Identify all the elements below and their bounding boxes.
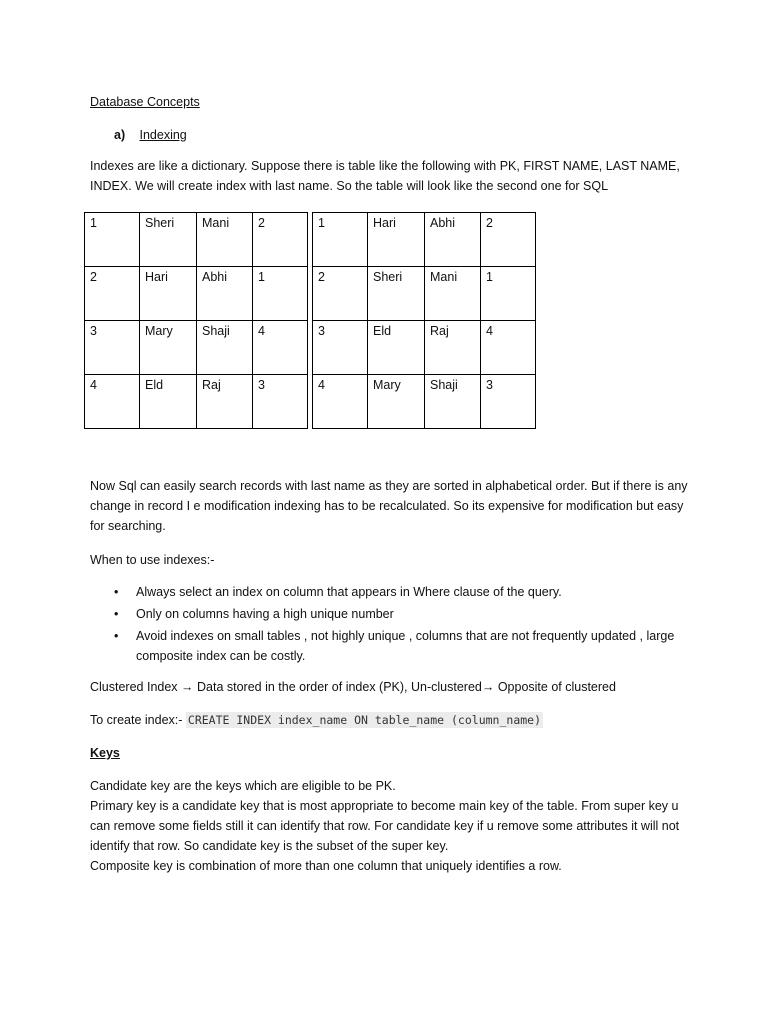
table-row [313, 321, 536, 375]
composite-key-paragraph: Composite key is combination of more than one column that uniquely identifies a row. [90, 859, 562, 873]
list-item [90, 604, 680, 624]
table-cell: 2 [313, 267, 368, 321]
table-cell: 3 [85, 321, 140, 375]
list-item-text: Only on columns having a high unique number [136, 607, 394, 621]
table-cell: Shaji [197, 321, 253, 375]
table-cell: 4 [481, 321, 536, 375]
table-cell: 1 [85, 213, 140, 267]
table-cell: Raj [425, 321, 481, 375]
bullet-icon: • [114, 629, 119, 643]
table-row [85, 321, 308, 375]
table-cell: Raj [197, 375, 253, 429]
table-cell: Abhi [425, 213, 481, 267]
section-label: a) [114, 128, 126, 142]
table-row [313, 213, 536, 267]
primary-key-paragraph: Primary key is a candidate key that is most appropriate to become main key of the table. From super key u can remove some fields still it can identify that row. For candidate key if u remove some attributes it will not identify that row. So candidate key is the subset of the super key. [90, 799, 680, 853]
table-cell: 2 [481, 213, 536, 267]
table-cell: Abhi [197, 267, 253, 321]
table-cell: Mary [140, 321, 197, 375]
table-cell: Mani [425, 267, 481, 321]
table-cell: Mani [197, 213, 253, 267]
bullet-icon: • [114, 607, 119, 621]
table-cell: 1 [481, 267, 536, 321]
intro-paragraph: Indexes are like a dictionary. Suppose there is table like the following with PK, FIRST NAME, LAST NAME, INDEX. We will create index with last name. So the table will look like the second one for SQL [90, 159, 680, 193]
when-to-use-heading: When to use indexes:- [90, 553, 215, 567]
table-cell: 4 [253, 321, 308, 375]
keys-section [90, 776, 690, 876]
table-cell: Hari [140, 267, 197, 321]
list-item-text: Avoid indexes on small tables , not highly unique , columns that are not frequently updated , large composite index can be costly. [136, 629, 675, 663]
search-explanation-paragraph: Now Sql can easily search records with last name as they are sorted in alphabetical order. But if there is any change in record I e modification indexing has to be recalculated. So its expensive for modification but easy for searching. [90, 479, 688, 533]
table-cell: Hari [368, 213, 425, 267]
table-cell: Shaji [425, 375, 481, 429]
table-cell: 1 [313, 213, 368, 267]
table-cell: 1 [253, 267, 308, 321]
table-row [85, 213, 308, 267]
table-row [313, 375, 536, 429]
table-cell: 4 [85, 375, 140, 429]
table-cell: 4 [313, 375, 368, 429]
list-item [90, 626, 680, 666]
table-cell: 2 [253, 213, 308, 267]
table-cell: 3 [253, 375, 308, 429]
table-row [85, 267, 308, 321]
table-cell: Eld [368, 321, 425, 375]
table-cell: 3 [481, 375, 536, 429]
table-cell: 2 [85, 267, 140, 321]
usage-bullet-list [90, 582, 680, 668]
section-heading-indexing [114, 125, 698, 145]
table-row [313, 267, 536, 321]
original-table [84, 212, 308, 429]
candidate-key-paragraph: Candidate key are the keys which are eligible to be PK. [90, 779, 396, 793]
create-index-code: CREATE INDEX index_name ON table_name (column_name) [187, 713, 542, 727]
clustered-index-line: Clustered Index → Data stored in the order of index (PK), Un-clustered→ Opposite of clustered [90, 680, 616, 694]
table-cell: 3 [313, 321, 368, 375]
table-cell: Eld [140, 375, 197, 429]
list-item-text: Always select an index on column that appears in Where clause of the query. [136, 585, 562, 599]
table-cell: Sheri [368, 267, 425, 321]
table-cell: Mary [368, 375, 425, 429]
bullet-icon: • [114, 585, 119, 599]
keys-heading: Keys [90, 746, 120, 760]
table-row [85, 375, 308, 429]
table-cell: Sheri [140, 213, 197, 267]
create-index-line [90, 710, 698, 730]
list-item [90, 582, 680, 602]
indexed-table [312, 212, 536, 429]
document-title: Database Concepts [90, 95, 200, 109]
section-heading-text: Indexing [139, 128, 187, 142]
create-index-label: To create index:- [90, 713, 183, 727]
